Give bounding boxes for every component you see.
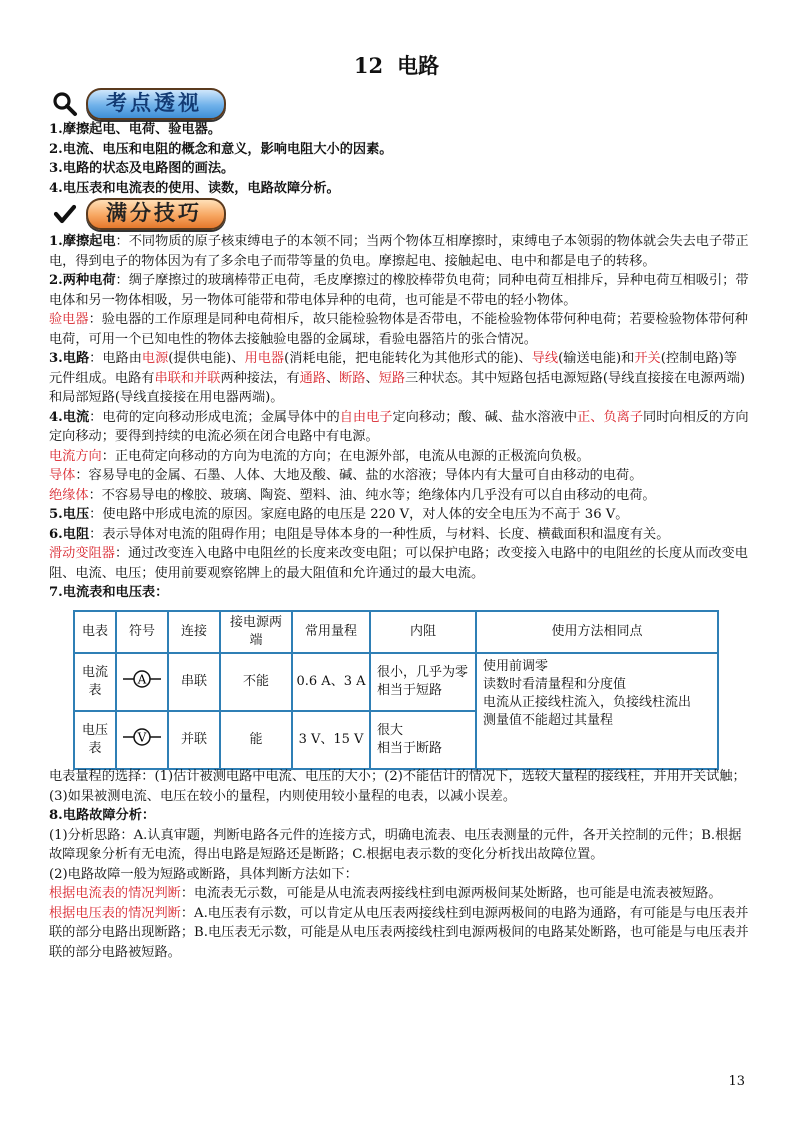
checkmark-icon [52,201,78,227]
ammeter-symbol [116,653,168,711]
internal-resistance: 很小，几乎为零 相当于短路 [370,653,476,711]
section-8-p2: (2)电路故障一般为短路或断路，具体判断方法如下： [49,866,358,882]
ammeter-icon [122,669,162,689]
section-8-heading: 8.电路故障分析： [49,808,156,823]
table-row [74,653,718,711]
header-resistance: 内阻 [370,611,476,653]
chapter-title: 电路 [397,53,440,78]
section-7-heading: 7.电流表和电压表： [49,585,169,600]
range-note: 电表量程的选择：(1)估计被测电路中电流、电压的大小；(2)不能估计的情况下，选较大量程的接线柱，并用开关试触；(3)如果被测电流、电压在较小的量程，内则使用较小量程的电表，以减小误差。 [49,769,746,804]
section-8-p3: 根据电流表的情况判断：电流表无示数，可能是从电流表两接线柱到电源两极间某处断路，也可能是电流表被短路。 [49,886,722,901]
ammeter-letter: A [137,672,147,687]
page-title [0,52,793,80]
banner-tips [52,196,226,232]
header-symbol: 符号 [116,611,168,653]
section-8-p1: (1)分析思路：A.认真审题，判断电路各元件的连接方式，明确电流表、电压表测量的元件，各开关控制的元件；B.根据故障现象分析有无电流，得出电路是短路还是断路；C.根据电表示数的变化分析找出故障位置。 [49,827,742,862]
section-3: 3.电路：电路由电源(提供电能)、用电器(消耗电能，把电能转化为其他形式的能)、导线(输送电能)和开关(控制电路)等元件组成。电路有串联和并联两种接法，有通路、断路、短路三种状态。其中短路包括电源短路(导线直接接在电源两端)和局部短路(导线直接接在用电器两端)。 [49,351,746,405]
header-to-source: 接电源两端 [220,611,292,653]
list-item: 3.电路的状态及电路图的画法。 [49,161,235,176]
common-range: 0.6 A、3 A [292,653,370,711]
banner-key-points [52,86,226,122]
meters-table-wrap [73,610,719,770]
table-header-row [74,611,718,653]
voltmeter-icon [122,727,162,747]
fault-body [49,767,749,962]
internal-resistance: 很大 相当于断路 [370,711,476,769]
list-item: 2.电流、电压和电阻的概念和意义，影响电阻大小的因素。 [49,141,393,157]
header-meter: 电表 [74,611,116,653]
chapter-number: 12 [353,53,384,78]
section-4: 4.电流：电荷的定向移动形成电流；金属导体中的自由电子定向移动；酸、碱、盐水溶液中正、负离子同时向相反的方向定向移动；要得到持续的电流必须在闭合电路中有电源。 [49,409,749,444]
connect-mode: 串联 [168,653,220,711]
section-6b: 滑动变阻器：通过改变连入电路中电阻丝的长度来改变电阻；可以保护电路；改变接入电路中的电阻丝的长度从而改变电阻、电流、电压；使用前要观察铭牌上的最大阻值和允许通过的最大电流。 [49,546,748,581]
tips-body [49,232,749,603]
voltmeter-letter: V [137,730,147,745]
section-2b: 验电器：验电器的工作原理是同种电荷相斥，故只能检验物体是否带电，不能检验物体带何种电荷；若要检验物体带何种电荷，可用一个已知电性的物体去接触验电器的金属球，看验电器箔片的张合情况。 [49,312,748,347]
to-source: 能 [220,711,292,769]
common-usage: 使用前调零 读数时看清量程和分度值 电流从正接线柱流入，负接线柱流出 测量值不能超过其量程 [476,653,718,769]
banner-label: 考点透视 [86,88,226,120]
section-4b: 电流方向：正电荷定向移动的方向为电流的方向；在电源外部，电流从电源的正极流向负极。 [49,448,590,464]
meters-table [73,610,719,770]
section-5: 5.电压：使电路中形成电流的原因。家庭电路的电压是 220 V，对人体的安全电压为不高于 36 V。 [49,507,629,522]
header-range: 常用量程 [292,611,370,653]
section-4c: 导体：容易导电的金属、石墨、人体、大地及酸、碱、盐的水溶液；导体内有大量可自由移动的电荷。 [49,468,643,483]
key-points-list [49,120,749,198]
header-connect: 连接 [168,611,220,653]
banner-label: 满分技巧 [86,198,226,230]
header-common: 使用方法相同点 [476,611,718,653]
to-source: 不能 [220,653,292,711]
list-item: 4.电压表和电流表的使用、读数，电路故障分析。 [49,180,340,196]
section-8-p4: 根据电压表的情况判断：A.电压表有示数，可以肯定从电压表两接线柱到电源两极间的电路为通路，有可能是与电压表并联的部分电路出现断路；B.电压表无示数，可能是从电压表两接线柱到电源两极间的电路某处断路，也可能是与电压表并联的部分电路被短路。 [49,905,749,960]
connect-mode: 并联 [168,711,220,769]
list-item: 1.摩擦起电、电荷、验电器。 [49,122,222,137]
meter-name: 电流表 [74,653,116,711]
section-4d: 绝缘体：不容易导电的橡胶、玻璃、陶瓷、塑料、油、纯水等；绝缘体内几乎没有可以自由移动的电荷。 [49,487,656,503]
section-1: 1.摩擦起电：不同物质的原子核束缚电子的本领不同；当两个物体互相摩擦时，束缚电子本领弱的物体就会失去电子带正电，得到电子的物体因为有了多余电子而带等量的负电。摩擦起电、接触起电、电中和都是电子的转移。 [49,234,749,269]
page-number: 13 [728,1074,745,1089]
voltmeter-symbol [116,711,168,769]
meter-name: 电压表 [74,711,116,769]
section-6: 6.电阻：表示导体对电流的阻碍作用；电阻是导体本身的一种性质，与材料、长度、横截面积和温度有关。 [49,526,670,542]
search-icon [52,91,78,117]
common-range: 3 V、15 V [292,711,370,769]
section-2: 2.两种电荷：绸子摩擦过的玻璃棒带正电荷，毛皮摩擦过的橡胶棒带负电荷；同种电荷互相排斥，异种电荷互相吸引；带电体和另一物体相吸，另一物体可能带和带电体异种的电荷，也可能是不带电的轻小物体。 [49,273,749,308]
